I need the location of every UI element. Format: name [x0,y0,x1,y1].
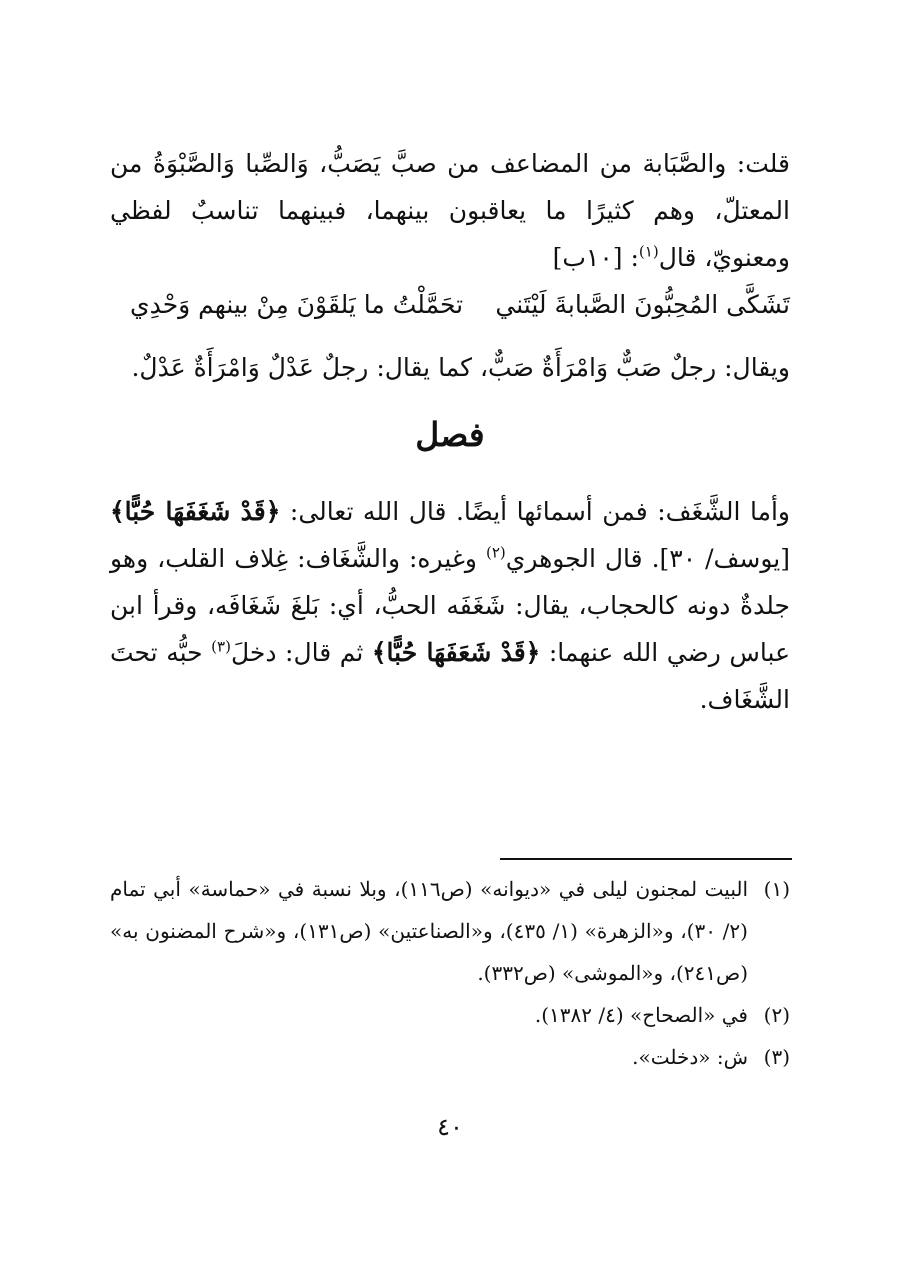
paragraph-sababa [110,140,790,281]
paragraph-shaghaf [110,488,790,723]
footnote-item [110,1036,790,1078]
manuscript-folio-ref: : [١٠ب] [552,243,639,272]
footnote-item [110,994,790,1036]
poem-verse [110,290,790,340]
paragraph-text: وغيره: والشَّغَاف: غِلاف القلب، وهو جلدةٌ دونه كالحجاب، يقال: شَغَفَه الحبُّ، أي: بَلغَ شَغَافَه، وقرأ ابن عباس رضي الله عنهما: [110,544,790,667]
paragraph-sabb: ويقال: رجلٌ صَبٌّ وَامْرَأَةٌ صَبٌّ، كما يقال: رجلٌ عَدْلٌ وَامْرَأَةٌ عَدْلٌ. [131,353,790,382]
footnotes [110,868,790,1078]
footnote-text: البيت لمجنون ليلى في «ديوانه» (ص١١٦)، وبلا نسبة في «حماسة» أبي تمام (٢/ ٣٠)، و«الزهرة» (١/ ٤٣٥)، و«الصناعتين» (ص١٣١)، و«شرح المضنون به» (ص٢٤١)، و«الموشى» (ص٣٣٢). [110,877,748,985]
section-heading: فصل [415,415,485,454]
paragraph-text: قلت: والصَّبَابة من المضاعف من صبَّ يَصَبُّ، وَالصِّبا وَالصَّبْوَةُ من المعتلّ، وهم كثيرًا ما يعاقبون بينهما، فبينهما تناسبٌ لفظي ومعنويّ، قال [110,149,790,272]
footnote-text: في «الصحاح» (٤/ ١٣٨٢). [534,1003,748,1027]
footnote-ref-3: (٣) [211,637,231,656]
verse-first-hemistich: تَشَكَّى المُحِبُّونَ الصَّبابةَ لَيْتَني [495,290,790,319]
footnote-item [110,868,790,994]
footnote-number: (٢) [763,1003,790,1027]
paragraph-text: [يوسف/ ٣٠]. قال الجوهري [505,544,790,573]
paragraph-text: وأما الشَّغَف: فمن أسمائها أيضًا. قال الله تعالى: [280,497,790,526]
footnote-ref-2: (٢) [485,543,506,562]
footnote-number: (٣) [763,1045,790,1069]
footnote-separator [500,858,792,860]
footnote-text: ش: «دخلت». [632,1045,748,1069]
quran-quote: ﴿قَدْ شَعَفَهَا حُبًّا﴾ [371,638,541,667]
paragraph-text: ثم قال: دخلَ [230,638,372,667]
quran-quote: ﴿قَدْ شَغَفَهَا حُبًّا﴾ [110,497,281,526]
paragraph-text: حبُّه تحتَ الشَّغَاف. [110,638,790,714]
verse-second-hemistich: تحَمَّلْتُ ما يَلقَوْنَ مِنْ بينهم وَحْدِي [130,290,464,319]
footnote-ref-1: (١) [638,242,659,261]
page-number: ٤٠ [437,1113,463,1141]
footnote-number: (١) [763,877,790,901]
